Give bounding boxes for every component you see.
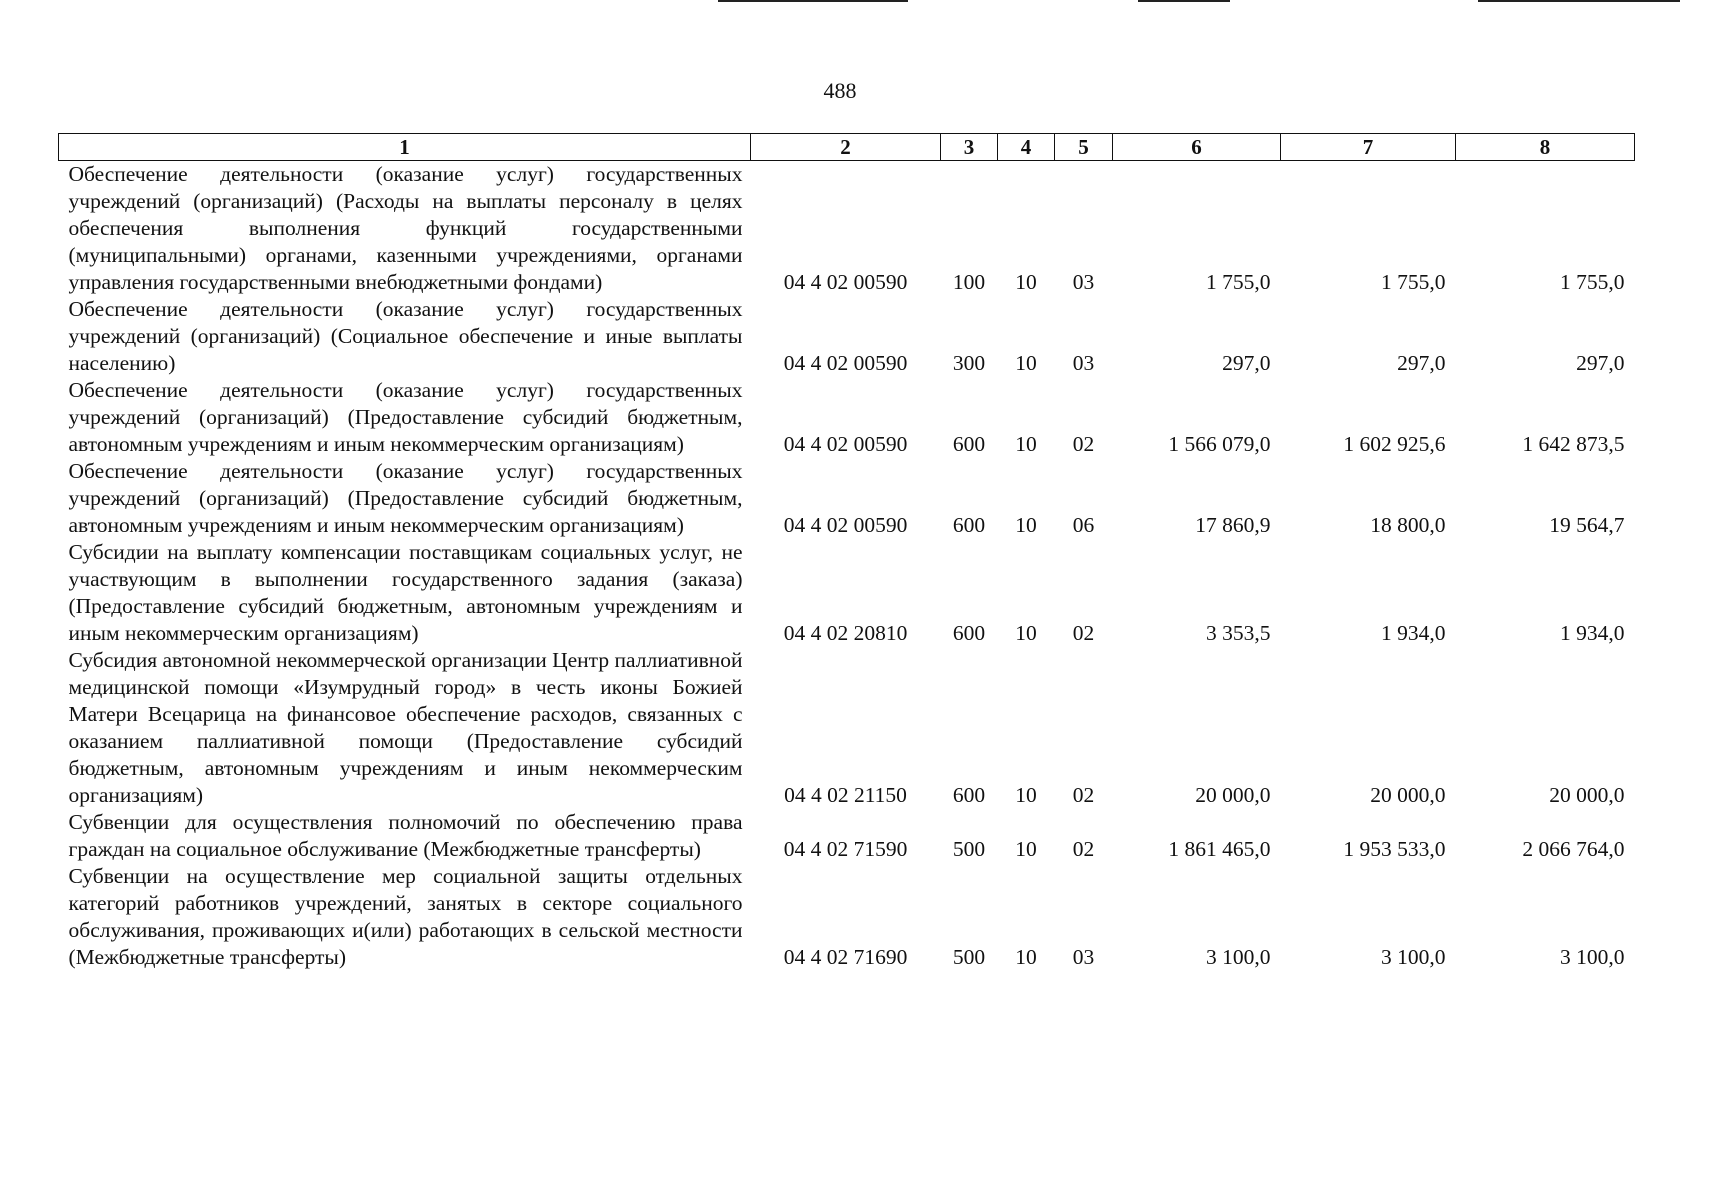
row-description: Обеспечение деятельности (оказание услуг) государственных учреждений (организаций) (Предоставление субсидий бюджетным, автономным учреждениям и иным некоммерческим организациям) (68, 378, 743, 456)
table-row (59, 161, 1635, 297)
row-col-5: 03 (1072, 351, 1095, 375)
header-col-7: 7 (1281, 134, 1456, 161)
row-col-7: 1 755,0 (1381, 270, 1446, 294)
table-row (59, 539, 1635, 647)
row-col-5: 06 (1072, 513, 1095, 537)
top-rule-2 (1138, 0, 1230, 2)
row-code: 04 4 02 20810 (783, 621, 908, 645)
row-col-7: 18 800,0 (1370, 513, 1446, 537)
header-row (59, 134, 1635, 161)
table-row (59, 377, 1635, 458)
row-col-4: 10 (1015, 783, 1037, 807)
row-col-8: 19 564,7 (1549, 513, 1625, 537)
top-rule-3 (1478, 0, 1680, 2)
row-col-6: 3 353,5 (1206, 621, 1271, 645)
row-description: Обеспечение деятельности (оказание услуг) государственных учреждений (организаций) (Предоставление субсидий бюджетным, автономным учреждениям и иным некоммерческим организациям) (68, 459, 743, 537)
row-col-4: 10 (1015, 621, 1037, 645)
table-row (59, 863, 1635, 971)
row-description: Субсидия автономной некоммерческой организации Центр паллиативной медицинской помощи «Изумрудный город» в честь иконы Божией Матери Всецарица на финансовое обеспечение расходов, связанных с оказанием паллиативной помощи (Предоставление субсидий бюджетным, автономным учреждениям и иным некоммерческим организациям) (68, 648, 743, 807)
row-code: 04 4 02 00590 (783, 270, 908, 294)
row-col-8: 1 755,0 (1560, 270, 1625, 294)
header-col-4: 4 (998, 134, 1055, 161)
row-col-3: 500 (952, 945, 986, 969)
row-col-3: 600 (952, 783, 986, 807)
header-col-5: 5 (1055, 134, 1113, 161)
row-col-4: 10 (1015, 513, 1037, 537)
row-col-4: 10 (1015, 432, 1037, 456)
page-number: 488 (823, 78, 857, 103)
row-code: 04 4 02 21150 (784, 783, 907, 807)
row-col-6: 3 100,0 (1206, 945, 1271, 969)
table-row (59, 458, 1635, 539)
header-col-8: 8 (1456, 134, 1635, 161)
row-col-7: 1 953 533,0 (1343, 837, 1446, 861)
row-col-5: 03 (1072, 945, 1095, 969)
row-code: 04 4 02 00590 (783, 351, 908, 375)
row-description: Субвенции для осуществления полномочий по обеспечению права граждан на социальное обслуживание (Межбюджетные трансферты) (68, 810, 743, 861)
row-col-7: 297,0 (1397, 351, 1446, 375)
row-col-4: 10 (1015, 351, 1037, 375)
row-col-5: 02 (1072, 783, 1095, 807)
row-col-7: 1 934,0 (1381, 621, 1446, 645)
row-col-4: 10 (1015, 270, 1037, 294)
row-col-6: 1 566 079,0 (1168, 432, 1271, 456)
row-code: 04 4 02 71590 (783, 837, 908, 861)
row-col-7: 3 100,0 (1381, 945, 1446, 969)
row-col-3: 500 (952, 837, 986, 861)
row-description: Субвенции на осуществление мер социальной защиты отдельных категорий работников учреждений, занятых в секторе социального обслуживания, проживающих и(или) работающих в сельской местности (Межбюджетные трансферты) (68, 864, 743, 969)
row-code: 04 4 02 71690 (783, 945, 908, 969)
row-col-6: 1 861 465,0 (1168, 837, 1271, 861)
header-col-2: 2 (751, 134, 941, 161)
row-col-8: 20 000,0 (1549, 783, 1625, 807)
table-row (59, 296, 1635, 377)
row-description: Обеспечение деятельности (оказание услуг) государственных учреждений (организаций) (Расходы на выплаты персоналу в целях обеспечения выполнения функций государственными (муниципальными) органами, казенными учреждениями, органами управления государственными внебюджетными фондами) (68, 162, 743, 294)
row-col-5: 02 (1072, 432, 1095, 456)
row-col-4: 10 (1015, 945, 1037, 969)
row-code: 04 4 02 00590 (783, 513, 908, 537)
row-col-5: 02 (1072, 837, 1095, 861)
row-col-3: 600 (952, 432, 986, 456)
row-col-8: 2 066 764,0 (1522, 837, 1625, 861)
row-col-5: 03 (1072, 270, 1095, 294)
table-row (59, 809, 1635, 863)
header-col-3: 3 (941, 134, 998, 161)
top-rule-1 (718, 0, 908, 2)
row-col-8: 1 642 873,5 (1522, 432, 1625, 456)
row-col-4: 10 (1015, 837, 1037, 861)
row-col-8: 297,0 (1576, 351, 1625, 375)
row-col-3: 600 (952, 621, 986, 645)
header-col-1: 1 (59, 134, 751, 161)
row-col-6: 20 000,0 (1195, 783, 1271, 807)
row-col-8: 3 100,0 (1560, 945, 1625, 969)
row-description: Субсидии на выплату компенсации поставщикам социальных услуг, не участвующим в выполнении государственного задания (заказа) (Предоставление субсидий бюджетным, автономным учреждениям и иным некоммерческим организациям) (68, 540, 743, 645)
row-col-6: 1 755,0 (1206, 270, 1271, 294)
row-description: Обеспечение деятельности (оказание услуг) государственных учреждений (организаций) (Социальное обеспечение и иные выплаты населению) (68, 297, 743, 375)
header-col-6: 6 (1113, 134, 1281, 161)
row-col-6: 297,0 (1222, 351, 1271, 375)
row-col-7: 1 602 925,6 (1343, 432, 1446, 456)
row-code: 04 4 02 00590 (783, 432, 908, 456)
table-row (59, 647, 1635, 809)
budget-table (58, 133, 1635, 971)
row-col-3: 300 (952, 351, 986, 375)
row-col-5: 02 (1072, 621, 1095, 645)
row-col-7: 20 000,0 (1370, 783, 1446, 807)
row-col-3: 600 (952, 513, 986, 537)
row-col-8: 1 934,0 (1560, 621, 1625, 645)
row-col-3: 100 (952, 270, 986, 294)
row-col-6: 17 860,9 (1195, 513, 1271, 537)
